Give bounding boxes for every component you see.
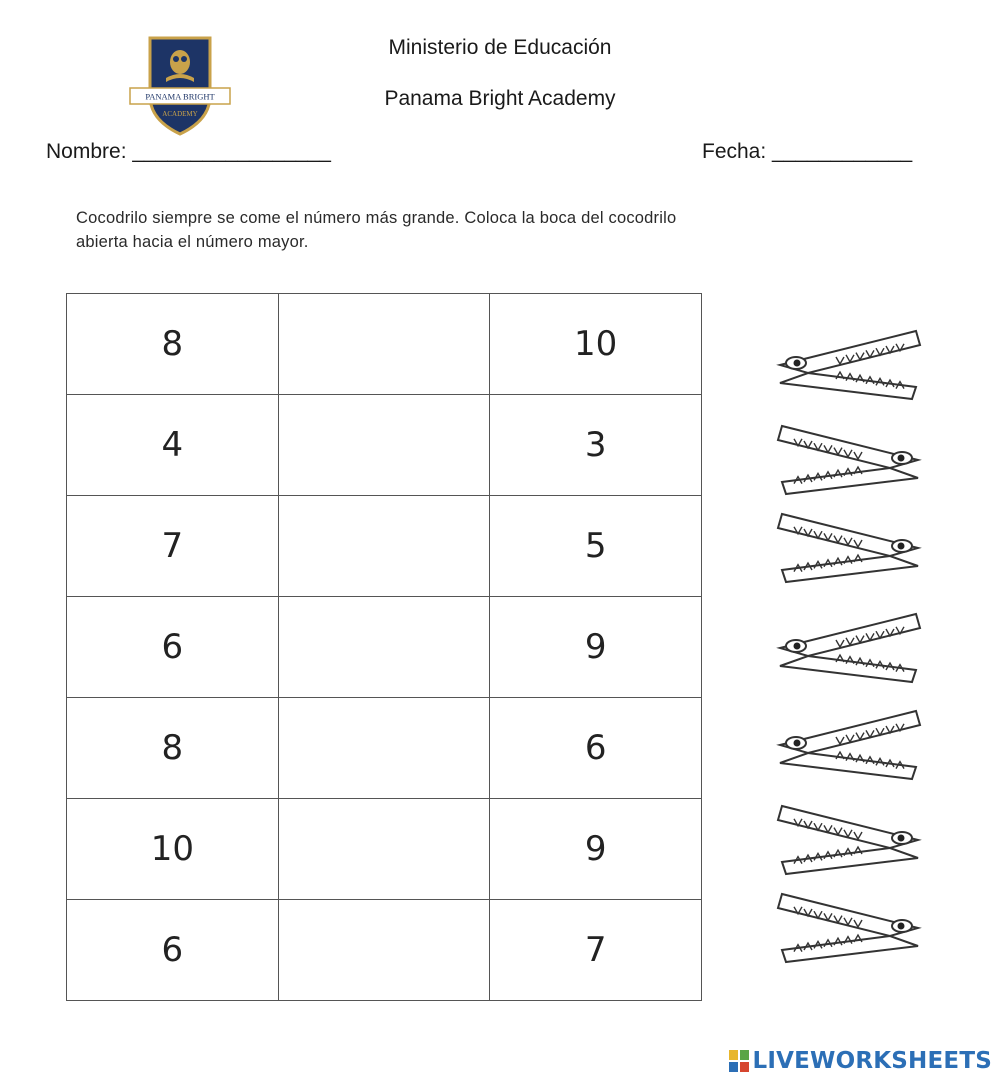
table-row	[67, 698, 702, 799]
answer-drop-cell[interactable]	[278, 900, 490, 1001]
ministry-heading: Ministerio de Educación	[388, 36, 612, 59]
crocodile-mouth-left-icon[interactable]	[776, 800, 922, 876]
crocodile-mouth-left-icon[interactable]	[776, 420, 922, 496]
right-number-cell: 10	[490, 294, 702, 395]
right-number-cell: 5	[490, 496, 702, 597]
liveworksheets-brand[interactable]	[729, 1048, 992, 1074]
table-row	[67, 294, 702, 395]
table-row	[67, 900, 702, 1001]
comparison-table	[66, 293, 702, 1001]
right-number-cell: 9	[490, 597, 702, 698]
date-field[interactable]: Fecha: ____________	[702, 140, 913, 163]
table-row	[67, 597, 702, 698]
table-row	[67, 799, 702, 900]
crocodile-mouth-left-icon[interactable]	[776, 888, 922, 964]
instructions-line-1: Cocodrilo siempre se come el número más grande. Coloca la boca del cocodrilo	[76, 209, 677, 227]
left-number-cell: 6	[67, 597, 279, 698]
crocodile-mouth-right-icon[interactable]	[776, 608, 922, 684]
left-number-cell: 4	[67, 395, 279, 496]
answer-drop-cell[interactable]	[278, 294, 490, 395]
school-heading: Panama Bright Academy	[384, 87, 616, 110]
left-number-cell: 8	[67, 294, 279, 395]
crocodile-mouth-left-icon[interactable]	[776, 508, 922, 584]
right-number-cell: 3	[490, 395, 702, 496]
table-row	[67, 496, 702, 597]
left-number-cell: 8	[67, 698, 279, 799]
left-number-cell: 6	[67, 900, 279, 1001]
answer-drop-cell[interactable]	[278, 496, 490, 597]
right-number-cell: 9	[490, 799, 702, 900]
brand-text: LIVEWORKSHEETS	[752, 1048, 992, 1074]
right-number-cell: 7	[490, 900, 702, 1001]
answer-drop-cell[interactable]	[278, 597, 490, 698]
name-field[interactable]: Nombre: _________________	[46, 140, 331, 163]
instructions-line-2: abierta hacia el número mayor.	[76, 233, 309, 251]
svg-text:ACADEMY: ACADEMY	[162, 110, 198, 118]
left-number-cell: 10	[67, 799, 279, 900]
school-logo	[128, 34, 232, 138]
answer-drop-cell[interactable]	[278, 395, 490, 496]
right-number-cell: 6	[490, 698, 702, 799]
instructions	[76, 206, 936, 254]
table-row	[67, 395, 702, 496]
answer-drop-cell[interactable]	[278, 799, 490, 900]
left-number-cell: 7	[67, 496, 279, 597]
crocodile-mouth-right-icon[interactable]	[776, 705, 922, 781]
answer-drop-cell[interactable]	[278, 698, 490, 799]
crocodile-mouth-right-icon[interactable]	[776, 325, 922, 401]
liveworksheets-logo-icon	[729, 1050, 749, 1072]
svg-text:PANAMA BRIGHT: PANAMA BRIGHT	[145, 91, 215, 102]
